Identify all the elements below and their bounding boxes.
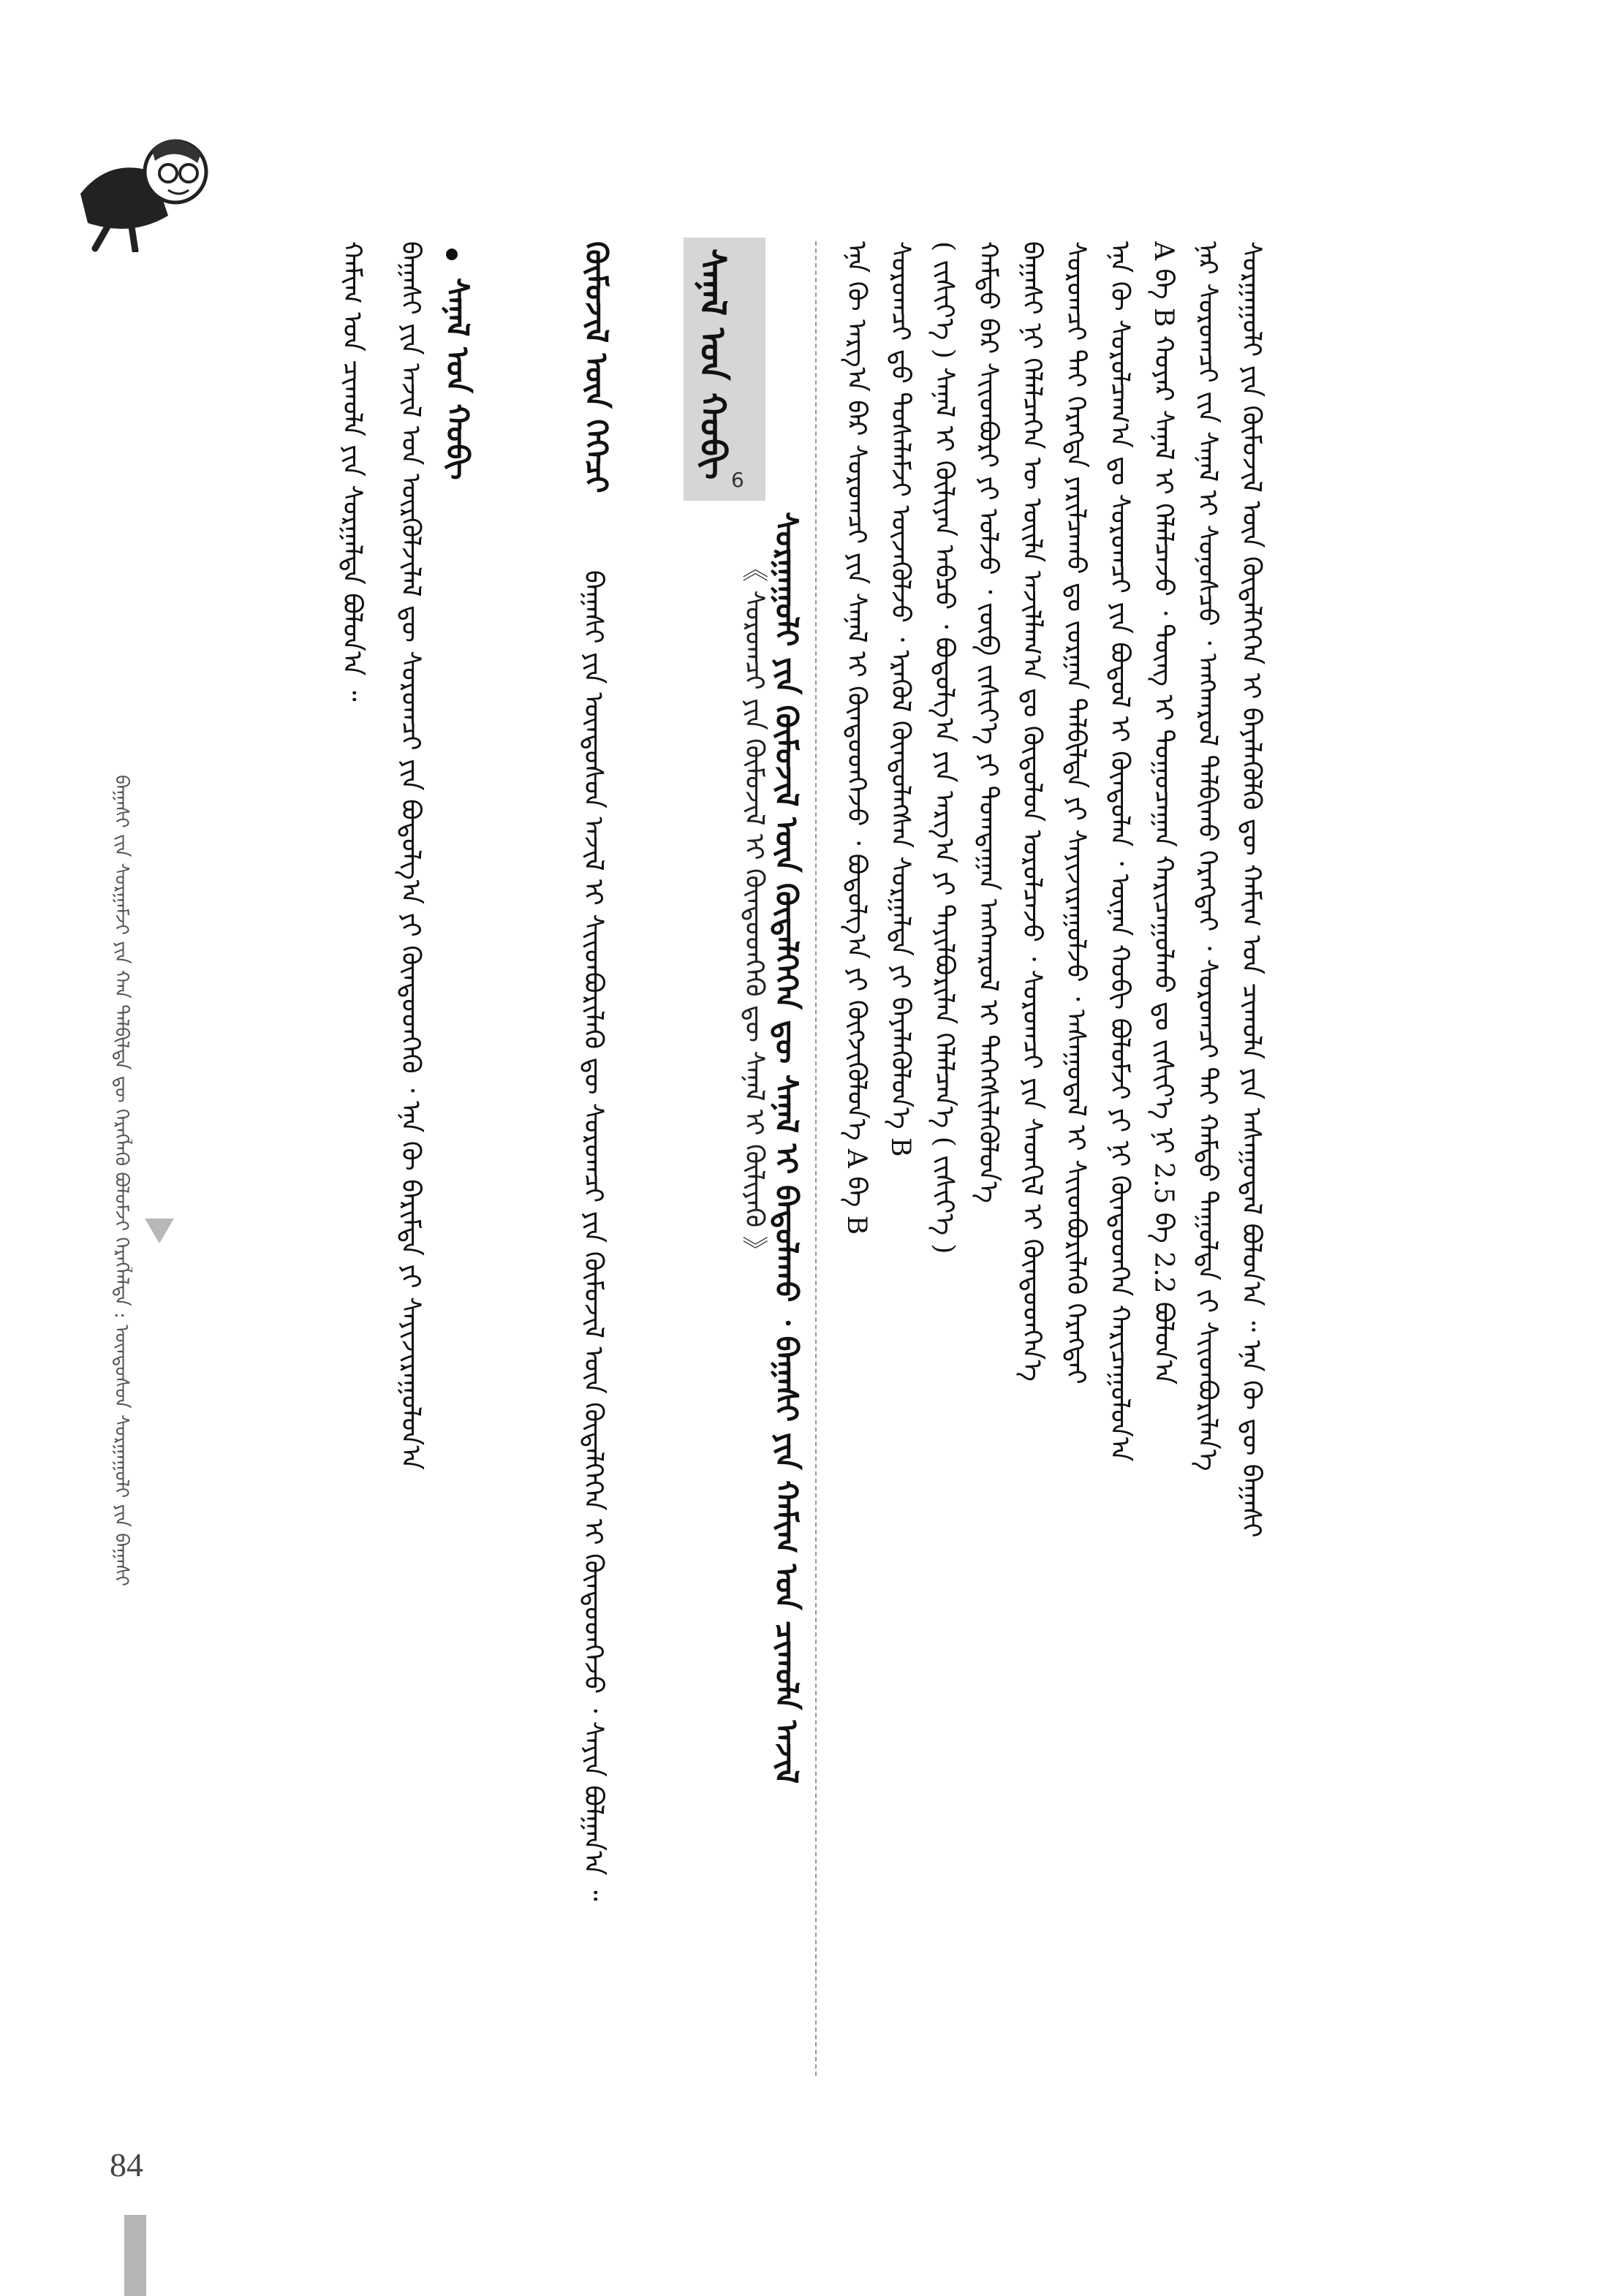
lower-text-column-bold: ᠬᠦᠮᠦᠵᠢᠯ ᠦᠨ ᠬᠡᠭᠡᠴᠢ [578,241,615,493]
lower-text-column-5: ᠪᠠᠭᠠᠰᠢ ᠶᠢᠨ ᠠᠵᠢᠯ ᠤᠨ ᠦᠷᠭᠦᠯᠵᠢᠯᠡᠯ ᠳᠦ ᠰᠤᠷᠤᠭᠴᠢ ᠶᠢᠨ ᠪᠣᠳᠣᠯᠭ᠎ᠠ ᠶᠢ ᠬᠦᠨᠳᠦᠳᠬᠡᠬᠦ ᠂ ᠡᠨᠡ ᠬᠦ ᠪᠠᠷᠢᠮᠲᠠ ᠶᠢ ᠰᠠᠶᠢᠵᠢᠷᠠᠭᠤᠯᠤᠨ᠎ᠠ [396,241,426,1470]
upper-text-column-10: ᠰᠤᠷᠭᠠᠭᠤᠯᠢ ᠶᠢᠨ ᠬᠦᠮᠦᠵᠢᠯ ᠦᠨ ᠬᠦᠳᠡᠯᠬᠡᠭᠡᠨ ᠢ ᠪᠡᠶᠡᠯᠡᠭᠦᠯᠬᠦ ᠳᠦ ᠬᠠᠮᠢᠭ ᠤᠨ ᠴᠢᠬᠤᠯᠠ ᠶᠢᠨ ᠠᠰᠠᠭᠤᠳᠠᠯ ᠪᠣᠯᠣᠨ᠎ᠠ ᠃ ᠡᠨᠡ ᠬᠦ ᠳᠦ ᠪᠠᠭᠠᠰᠢ [1236,241,1267,1538]
callout-number: 6 [731,468,744,492]
callout-title: ᠰᠠᠨᠠᠯ ᠤᠨ ᠬᠤᠪᠢ [692,249,733,480]
triangle-marker-icon [145,1219,174,1243]
page-number: 84 [110,2146,143,2183]
lower-text-column-quote: 《 ᠰᠤᠷᠤᠭᠴᠢ ᠶᠢᠨ ᠬᠦᠮᠦᠵᠢᠯ ᠢ ᠬᠦᠨᠳᠦᠳᠬᠡᠬᠦ ᠳᠦ ᠰᠠᠨᠠᠯ ᠢ ᠬᠦᠯᠢᠶᠡᠬᠦ 》 [739,556,770,1262]
upper-text-column-9: ᠨᠠᠷ ᠰᠤᠷᠤᠭᠴᠢ ᠵᠢᠨ ᠰᠠᠨᠠᠯ ᠢ ᠰᠣᠨᠣᠰᠴᠤ ᠂ ᠠᠩᠬᠠᠷᠤᠯ ᠲᠠᠯᠪᠢᠬᠤ ᠬᠡᠷᠡᠭᠲᠡᠢ ᠂ ᠰᠤᠷᠤᠭᠴᠢ ᠲᠡᠢ ᠬᠠᠮᠲᠤ ᠳᠠᠭᠤᠯᠲᠠ ᠵᠢ ᠰᠢᠢᠳᠪᠦᠷᠢᠯᠡᠨ᠎ᠡ [1192,241,1223,1471]
upper-text-column-7: ᠡᠨᠡ ᠬᠦ ᠰᠤᠷᠤᠯᠴᠠᠭ᠎ᠠ ᠳᠤ ᠰᠤᠷᠤᠭᠴᠢ ᠶᠢᠨ ᠪᠣᠳᠣᠯ ᠢ ᠬᠦᠨᠳᠦᠯᠡᠨ ᠂ ᠦᠨᠡᠨ ᠬᠤᠪᠢ ᠪᠣᠯᠤᠮᠵᠢ ᠶᠢ ᠨᠢ ᠬᠦᠨᠳᠦᠳᠬᠡᠨ ᠬᠠᠷᠢᠴᠠᠭᠤᠯᠤᠨ᠎ᠠ [1105,241,1135,1462]
running-header: ᠪᠠᠭᠠᠰᠢ ᠵᠢᠨ ᠰᠤᠷᠭᠠᠮᠵᠢ ᠶᠢᠨ ᠬᠠᠨ ᠲᠠᠯᠪᠢᠯᠲᠠ ᠳᠦ ᠬᠡᠷᠡᠭᠯᠡᠬᠦ ᠪᠤᠯᠤᠮᠵᠢ ᠬᠡᠷᠡᠭᠯᠡᠯᠲᠡ : ᠦᠨᠳᠦᠰᠦᠨ ᠰᠤᠷᠭᠠᠭᠤᠯᠢ ᠶᠢᠨ ᠪᠠᠭᠠᠰᠢ [110,775,133,1586]
upper-text-column-3: ( ᠵᠢᠱᠢᠶ᠎ᠡ ) ᠰᠠᠨᠠᠯ ᠢ ᠬᠦᠯᠢᠶᠡᠨ ᠠᠪᠴᠤ ᠂ ᠪᠣᠳᠣᠯᠭ᠎ᠠ ᠶᠢᠨ ᠠᠷᠭ᠎ᠠ ᠶᠢ ᠲᠠᠶᠢᠯᠪᠤᠷᠢᠯᠠᠨ ᠬᠡᠯᠡᠯᠴᠡᠨ᠎ᠡ ( ᠵᠢᠱᠢᠶ᠎ᠡ ) [929,241,960,1254]
lower-text-column-4: ᠪᠠᠭᠠᠰᠢ ᠶᠢᠨ ᠦᠨᠳᠦᠰᠦᠨ ᠠᠵᠢᠯ ᠢ ᠰᠢᠢᠳᠪᠦᠷᠢᠯᠡᠬᠦ ᠳᠦ ᠰᠤᠷᠤᠭᠴᠢ ᠶᠢᠨ ᠬᠦᠮᠦᠵᠢᠯ ᠦᠨ ᠬᠦᠳᠡᠯᠬᠡᠭᠡᠨ ᠢ ᠬᠦᠨᠳᠦᠳᠬᠡᠵᠦ ᠂ ᠰᠠᠶᠢᠨ ᠪᠣᠯᠭᠠᠨ᠎ᠠ ᠃ [578,570,609,1901]
lower-text-column-6: ᠬᠠᠮᠢᠭ ᠤᠨ ᠴᠢᠬᠤᠯᠠ ᠶᠢᠨ ᠰᠤᠷᠭᠠᠯᠲᠠ ᠪᠣᠯᠤᠨ᠎ᠠ ᠃ [337,241,368,702]
bullet-dot [446,249,458,260]
mascot-illustration [66,128,227,252]
upper-text-column-8: A ᠪᠠ B ᠬᠣᠶᠠᠷ ᠰᠠᠨᠠᠯ ᠢ ᠬᠡᠯᠡᠯᠴᠡᠵᠦ ᠂ ᠳᠦᠩ ᠢ ᠲᠣᠭᠣᠴᠠᠭᠠᠨ ᠬᠠᠷᠢᠴᠠᠭᠤᠯᠬᠤ ᠳᠤ ᠵᠢᠱᠢᠶ᠎ᠡ ᠨᠢ 2.5 ᠪᠠ 2.2 ᠪᠣᠯᠤᠨ᠎ᠠ [1149,241,1179,1385]
bullet-label: ᠰᠠᠨᠠᠯ ᠤᠨ ᠬᠤᠪᠢ [439,278,476,480]
upper-text-column-1: ᠡᠨᠡ ᠬᠦ ᠠᠷᠭ᠎ᠠ ᠪᠡᠷ ᠰᠤᠷᠤᠭᠴᠢ ᠶᠢᠨ ᠰᠠᠨᠠᠯ ᠢ ᠬᠦᠨᠳᠦᠳᠬᠡᠵᠦ ᠂ ᠪᠣᠳᠣᠯᠭ᠎ᠠ ᠶᠢ ᠬᠦᠭᠵᠢᠭᠦᠯᠦᠨ᠎ᠡ A ᠪᠠ B [841,241,872,1235]
upper-text-column-6: ᠰᠤᠷᠤᠭᠴᠢ ᠲᠠᠢ ᠭᠡᠷᠡᠭᠳᠡ ᠶᠠᠷᠢᠯᠴᠠᠬᠤ ᠳᠤ ᠵᠤᠷᠭᠠᠨ ᠲᠠᠯᠪᠢᠯᠲᠠ ᠶᠢ ᠰᠠᠶᠢᠵᠢᠷᠠᠭᠤᠯᠵᠤ ᠂ ᠠᠰᠠᠭᠤᠳᠠᠯ ᠢ ᠰᠢᠢᠳᠪᠦᠷᠢᠯᠡᠬᠦ ᠬᠡᠷᠡᠭᠲᠡᠢ [1061,241,1092,1384]
upper-text-column-5: ᠪᠠᠭᠠᠰᠢ ᠨᠢ ᠬᠡᠯᠡᠯᠴᠡᠭᠡᠨ ᠦ ᠦᠢᠯᠡ ᠠᠵᠢᠯᠯᠠᠭ᠎ᠠ ᠳᠤ ᠬᠦᠳᠦᠯᠦᠨ ᠣᠷᠣᠯᠴᠠᠵᠤ ᠂ ᠰᠤᠷᠤᠭᠴᠢ ᠶᠢᠨ ᠰᠡᠳᠬᠢᠯ ᠢ ᠬᠦᠨᠳᠦᠳᠬᠡᠨ᠎ᠡ [1017,241,1048,1382]
dashed-separator [815,241,817,2076]
upper-text-column-4: ᠬᠠᠮᠲᠤ ᠪᠡᠷ ᠰᠢᠢᠳᠪᠦᠷᠢ ᠶᠢ ᠣᠯᠵᠤ ᠂ ᠵᠦᠪ ᠵᠢᠱᠢᠶ᠎ᠡ ᠶᠢ ᠲᠣᠭᠲᠠᠭᠠᠨ ᠠᠩᠬᠠᠷᠤᠯ ᠢ ᠳᠡᠭᠡᠭᠰᠢᠯᠡᠭᠦᠯᠦᠨ᠎ᠡ [973,241,1004,1203]
upper-text-column-2: ᠰᠤᠷᠤᠭᠴᠢ ᠳ᠋ᠤ ᠳᠤᠰᠠᠯᠠᠮᠵᠢ ᠦᠵᠡᠭᠦᠯᠵᠦ ᠂ ᠡᠷᠡᠭᠦᠯ ᠬᠦᠨᠳᠦᠯᠡᠭᠰᠡᠨ ᠰᠤᠷᠭᠠᠯᠲᠠ ᠶᠢ ᠪᠡᠶᠡᠯᠡᠭᠦᠯᠦᠨ᠎ᠡ B [885,241,916,1157]
page-edge-tab [124,2215,146,2296]
lower-heading-column: ᠰᠤᠷᠭᠠᠭᠤᠯᠢ ᠶᠢᠨ ᠬᠦᠮᠦᠵᠢᠯ ᠦᠨ ᠬᠦᠳᠡᠯᠬᠡᠭᠡᠨ ᠳᠦ ᠰᠠᠨᠠᠯ ᠢ ᠪᠠᠲᠤᠯᠠᠬᠤ ᠂ ᠪᠠᠭᠠᠰᠢ ᠶᠢᠨ ᠬᠠᠮᠢᠭ ᠤᠨ ᠴᠢᠬᠤᠯᠠ ᠠᠵᠢᠯ [768,512,805,1784]
